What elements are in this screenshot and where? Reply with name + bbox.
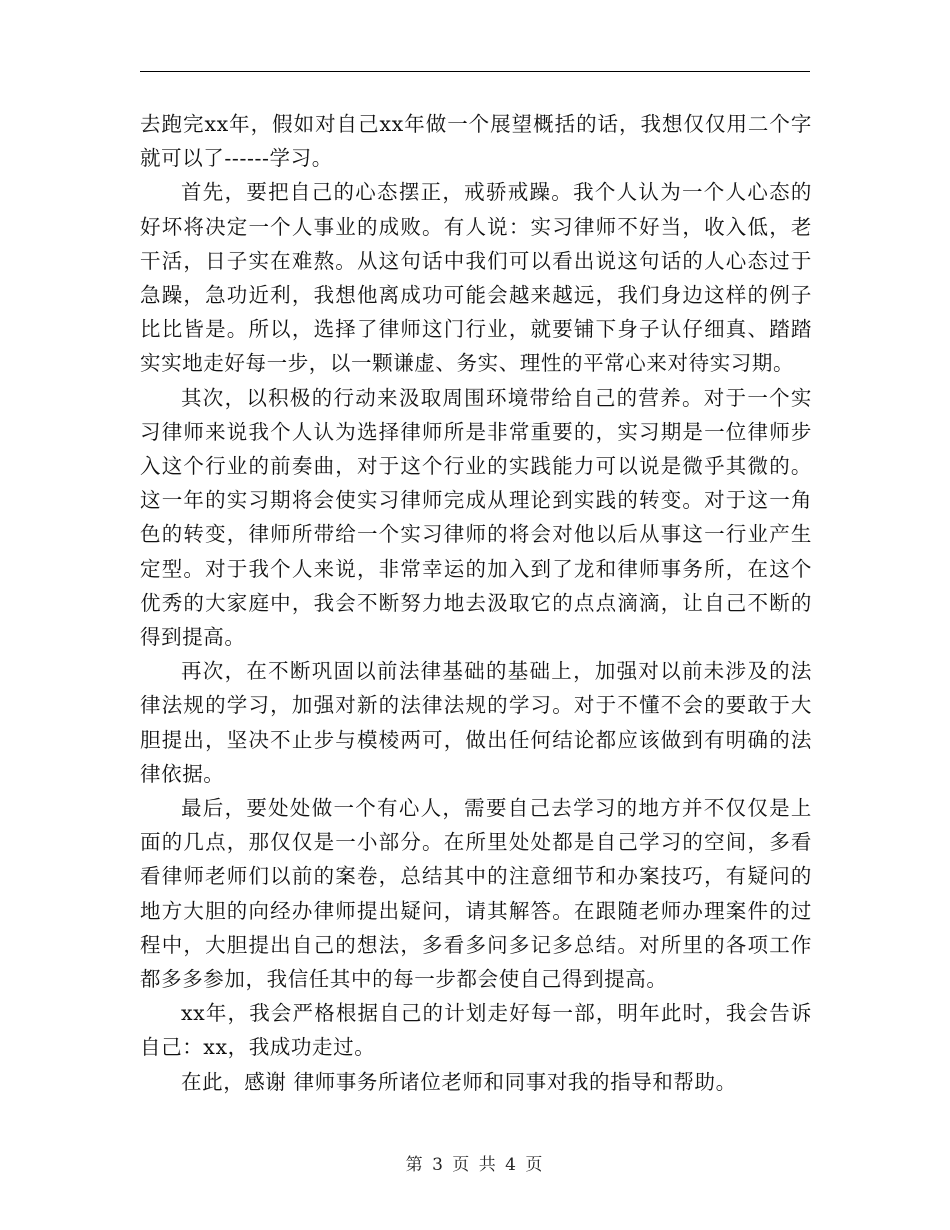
paragraph-third-point: 再次，在不断巩固以前法律基础的基础上，加强对以前未涉及的法律法规的学习，加强对新的法律法规的学习。对于不懂不会的要敢于大胆提出，坚决不止步与模棱两可，做出任何结论都应该做到有明确的法律依据。 <box>140 659 812 786</box>
paragraph-thanks: 在此，感谢 律师事务所诸位老师和同事对我的指导和帮助。 <box>181 1069 737 1094</box>
paragraph-first-point: 首先，要把自己的心态摆正，戒骄戒躁。我个人认为一个人心态的好坏将决定一个人事业的成败。有人说：实习律师不好当，收入低，老干活，日子实在难熬。从这句话中我们可以看出说这句话的人心态过于急躁，急功近利，我想他离成功可能会越来越远，我们身边这样的例子比比皆是。所以，选择了律师这门行业，就要铺下身子认仔细真、踏踏实实地走好每一步，以一颗谦虚、务实、理性的平常心来对待实习期。 <box>140 180 812 376</box>
paragraph-resolution: xx年，我会严格根据自己的计划走好每一部，明年此时，我会告诉自己：xx，我成功走过。 <box>140 1001 812 1060</box>
header-rule <box>140 71 810 72</box>
paragraph-continuation: 去跑完xx年，假如对自己xx年做一个展望概括的话，我想仅仅用二个字就可以了------学习。 <box>140 112 812 171</box>
page-number-footer: 第 3 页 共 4 页 <box>405 1155 545 1175</box>
paragraph-second-point: 其次，以积极的行动来汲取周围环境带给自己的营养。对于一个实习律师来说我个人认为选择律师所是非常重要的，实习期是一位律师步入这个行业的前奏曲，对于这个行业的实践能力可以说是微乎其微的。这一年的实习期将会使实习律师完成从理论到实践的转变。对于这一角色的转变，律师所带给一个实习律师的将会对他以后从事这一行业产生定型。对于我个人来说，非常幸运的加入到了龙和律师事务所，在这个优秀的大家庭中，我会不断努力地去汲取它的点点滴滴，让自己不断的得到提高。 <box>140 385 812 650</box>
paragraph-fourth-point: 最后，要处处做一个有心人，需要自己去学习的地方并不仅仅是上面的几点，那仅仅是一小部分。在所里处处都是自己学习的空间，多看看律师老师们以前的案卷，总结其中的注意细节和办案技巧，有疑问的地方大胆的向经办律师提出疑问，请其解答。在跟随老师办理案件的过程中，大胆提出自己的想法，多看多问多记多总结。对所里的各项工作都多多参加，我信任其中的每一步都会使自己得到提高。 <box>140 796 812 992</box>
document-body <box>140 107 812 1099</box>
